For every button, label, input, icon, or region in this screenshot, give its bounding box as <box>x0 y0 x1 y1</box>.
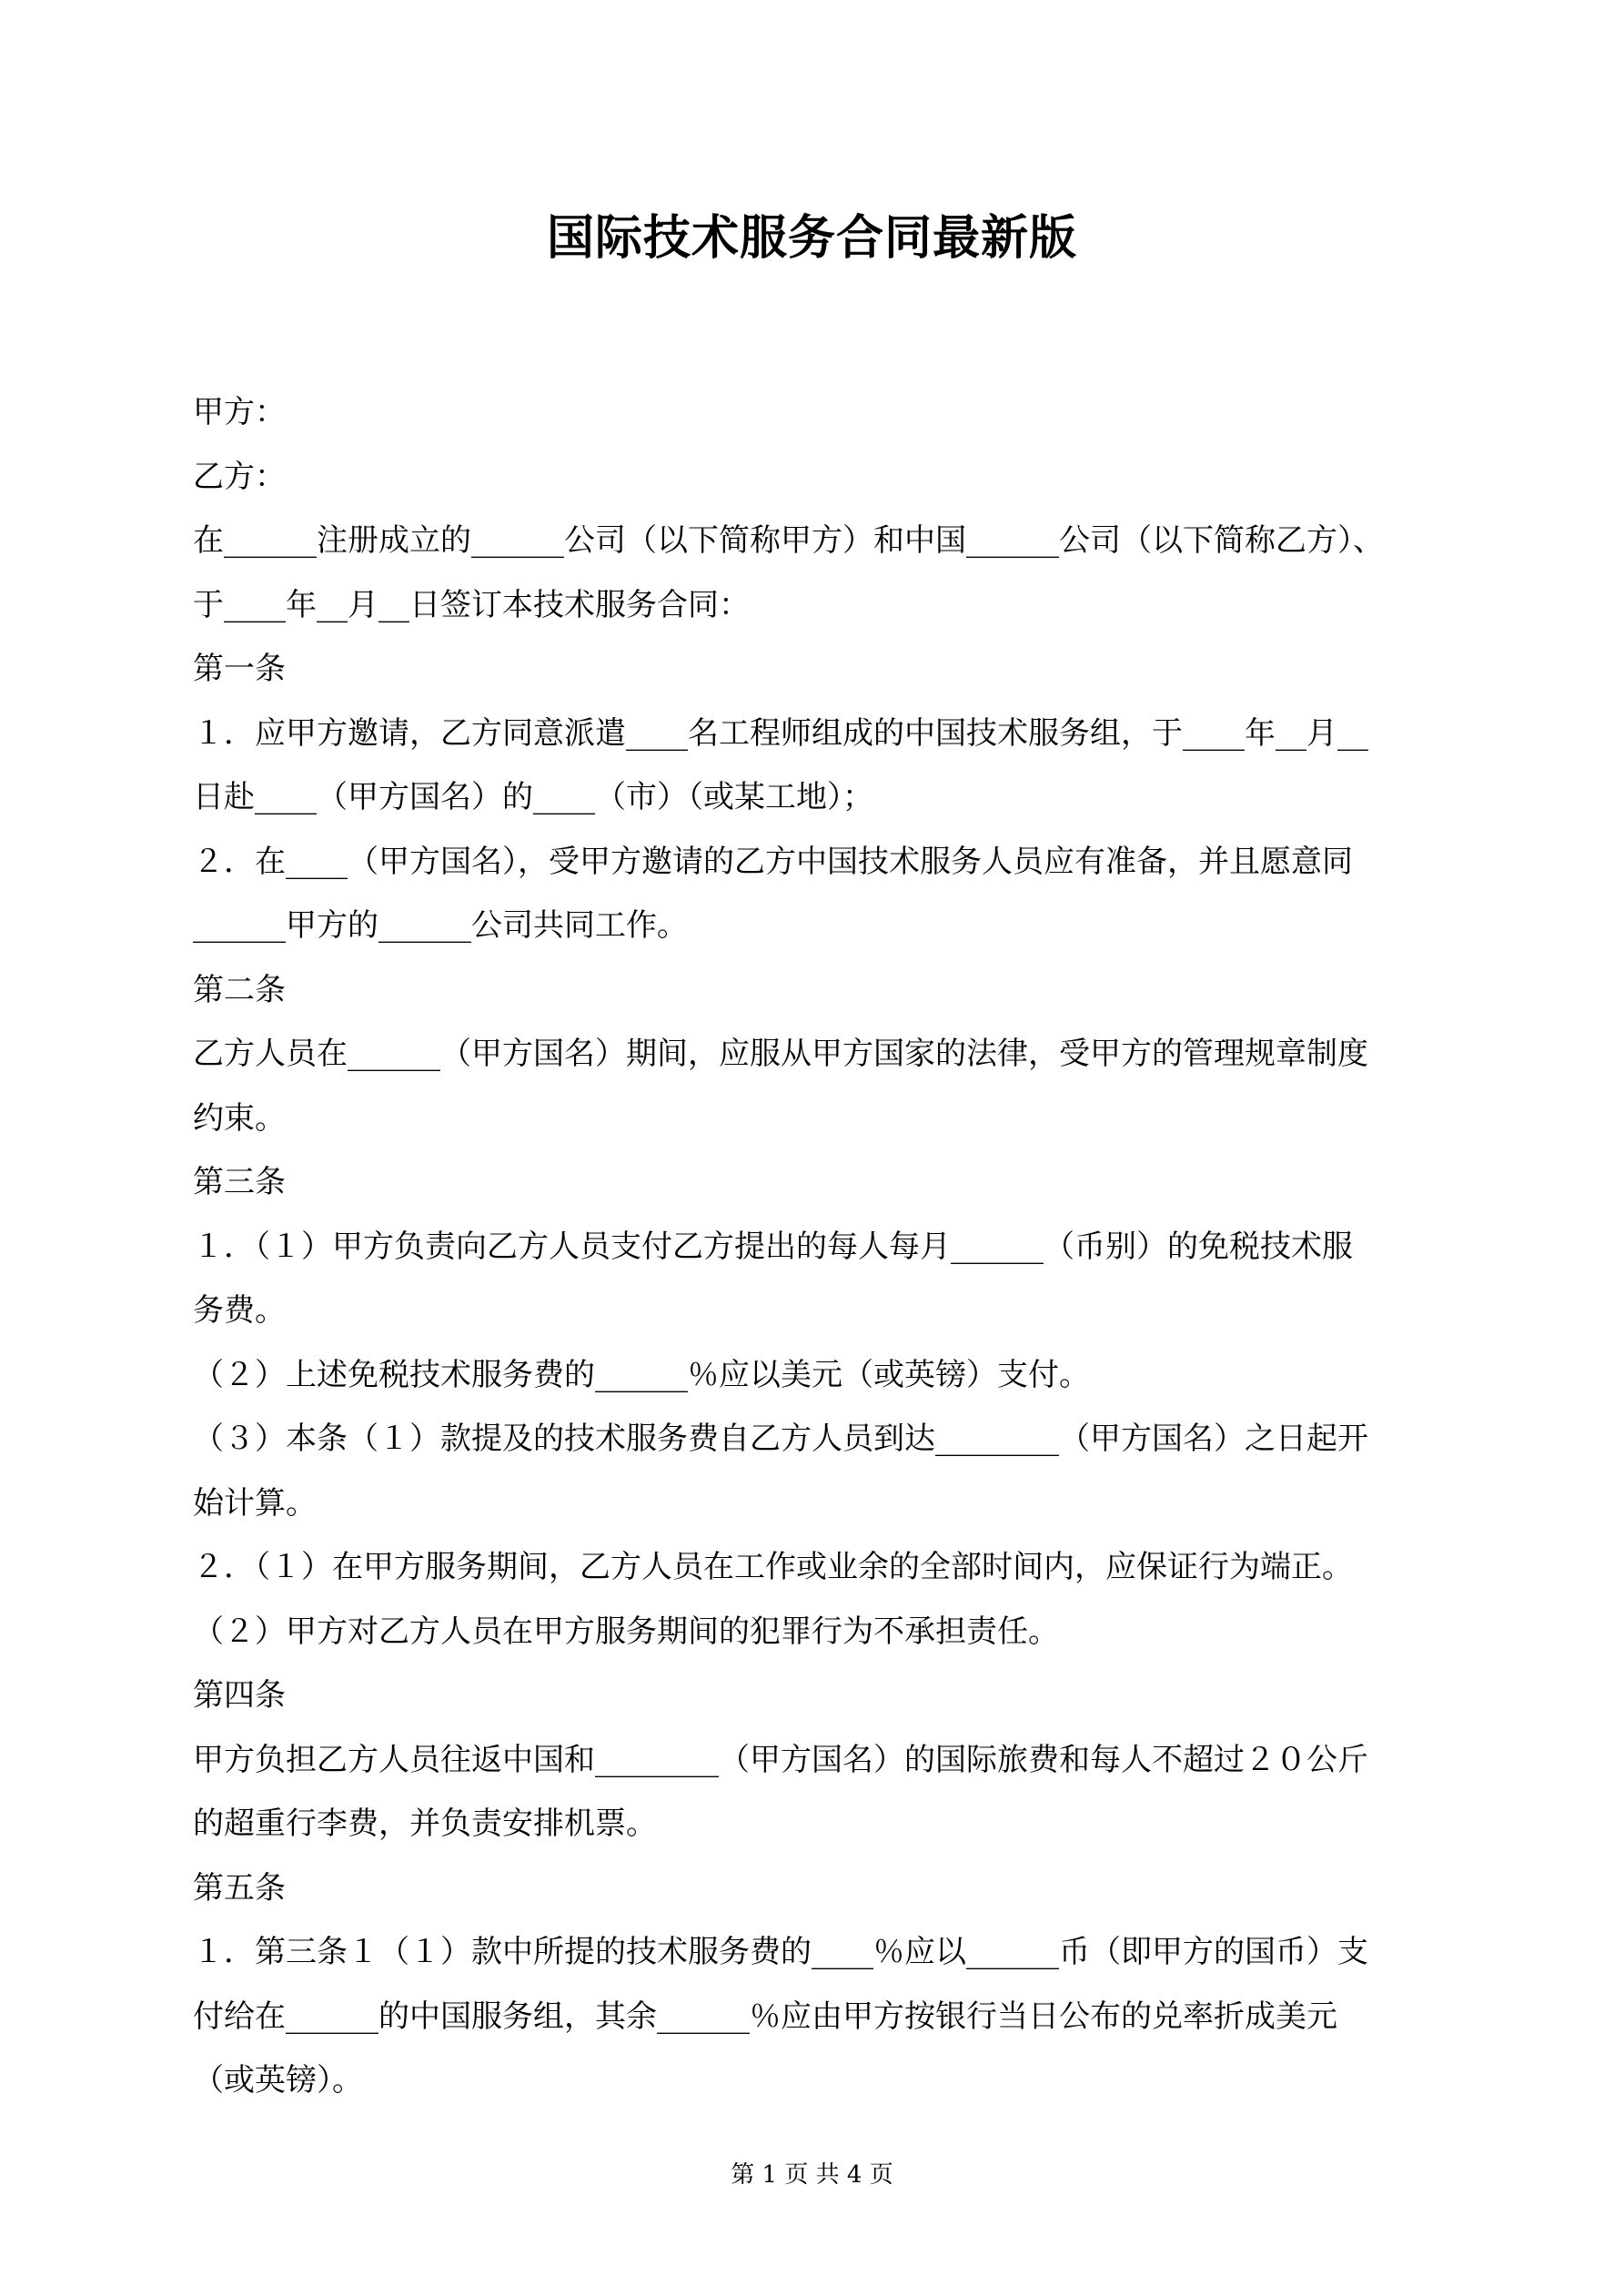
text-line: （或英镑）。 <box>193 2062 363 2099</box>
text-line: 的超重行李费，并负责安排机票。 <box>193 1805 657 1842</box>
text-line: 务费。 <box>193 1292 286 1329</box>
text-line: （２）甲方对乙方人员在甲方服务期间的犯罪行为不承担责任。 <box>193 1613 1059 1650</box>
text-line: （２）上述免税技术服务费的______％应以美元（或英镑）支付。 <box>193 1356 1090 1393</box>
text-line: 付给在______的中国服务组，其余______％应由甲方按银行当日公布的兑率折成美元 <box>193 1998 1337 2035</box>
text-line: 日赴____（甲方国名）的____（市）（或某工地）； <box>193 779 873 815</box>
text-line: 在______注册成立的______公司（以下简称甲方）和中国______公司（以下简称乙方）、 <box>193 522 1384 559</box>
section-heading: 第二条 <box>193 971 286 1008</box>
section-heading: 第一条 <box>193 651 286 687</box>
page-number-footer: 第 1 页 共 4 页 <box>731 2161 893 2189</box>
text-line: 始计算。 <box>193 1484 317 1522</box>
text-line: ２．（１）在甲方服务期间，乙方人员在工作或业余的全部时间内，应保证行为端正。 <box>193 1549 1353 1585</box>
section-heading: 第四条 <box>193 1677 286 1714</box>
text-line: １．应甲方邀请，乙方同意派遣____名工程师组成的中国技术服务组，于____年__月__ <box>193 714 1368 752</box>
text-line: ______甲方的______公司共同工作。 <box>193 907 688 944</box>
text-line: ２．在____（甲方国名），受甲方邀请的乙方中国技术服务人员应有准备，并且愿意同 <box>193 843 1353 880</box>
text-line: （３）本条（１）款提及的技术服务费自乙方人员到达________（甲方国名）之日起开 <box>193 1421 1368 1457</box>
document-body <box>193 380 1448 2113</box>
text-line: 约束。 <box>193 1099 286 1137</box>
text-line: １．（１）甲方负责向乙方人员支付乙方提出的每人每月______（币别）的免税技术服 <box>193 1228 1353 1265</box>
text-line: 甲方负担乙方人员往返中国和________（甲方国名）的国际旅费和每人不超过２０公斤 <box>193 1741 1368 1778</box>
text-line: 乙方人员在______（甲方国名）期间，应服从甲方国家的法律，受甲方的管理规章制度 <box>193 1036 1368 1072</box>
section-heading: 第五条 <box>193 1869 286 1907</box>
page-title: 国际技术服务合同最新版 <box>546 210 1077 266</box>
text-line: 甲方： <box>193 394 286 430</box>
text-line: 于____年__月__日签订本技术服务合同： <box>193 586 750 623</box>
section-heading: 第三条 <box>193 1164 286 1200</box>
text-line: １．第三条１（１）款中所提的技术服务费的____％应以______币（即甲方的国币）支 <box>193 1934 1368 1970</box>
text-line: 乙方： <box>193 458 286 495</box>
